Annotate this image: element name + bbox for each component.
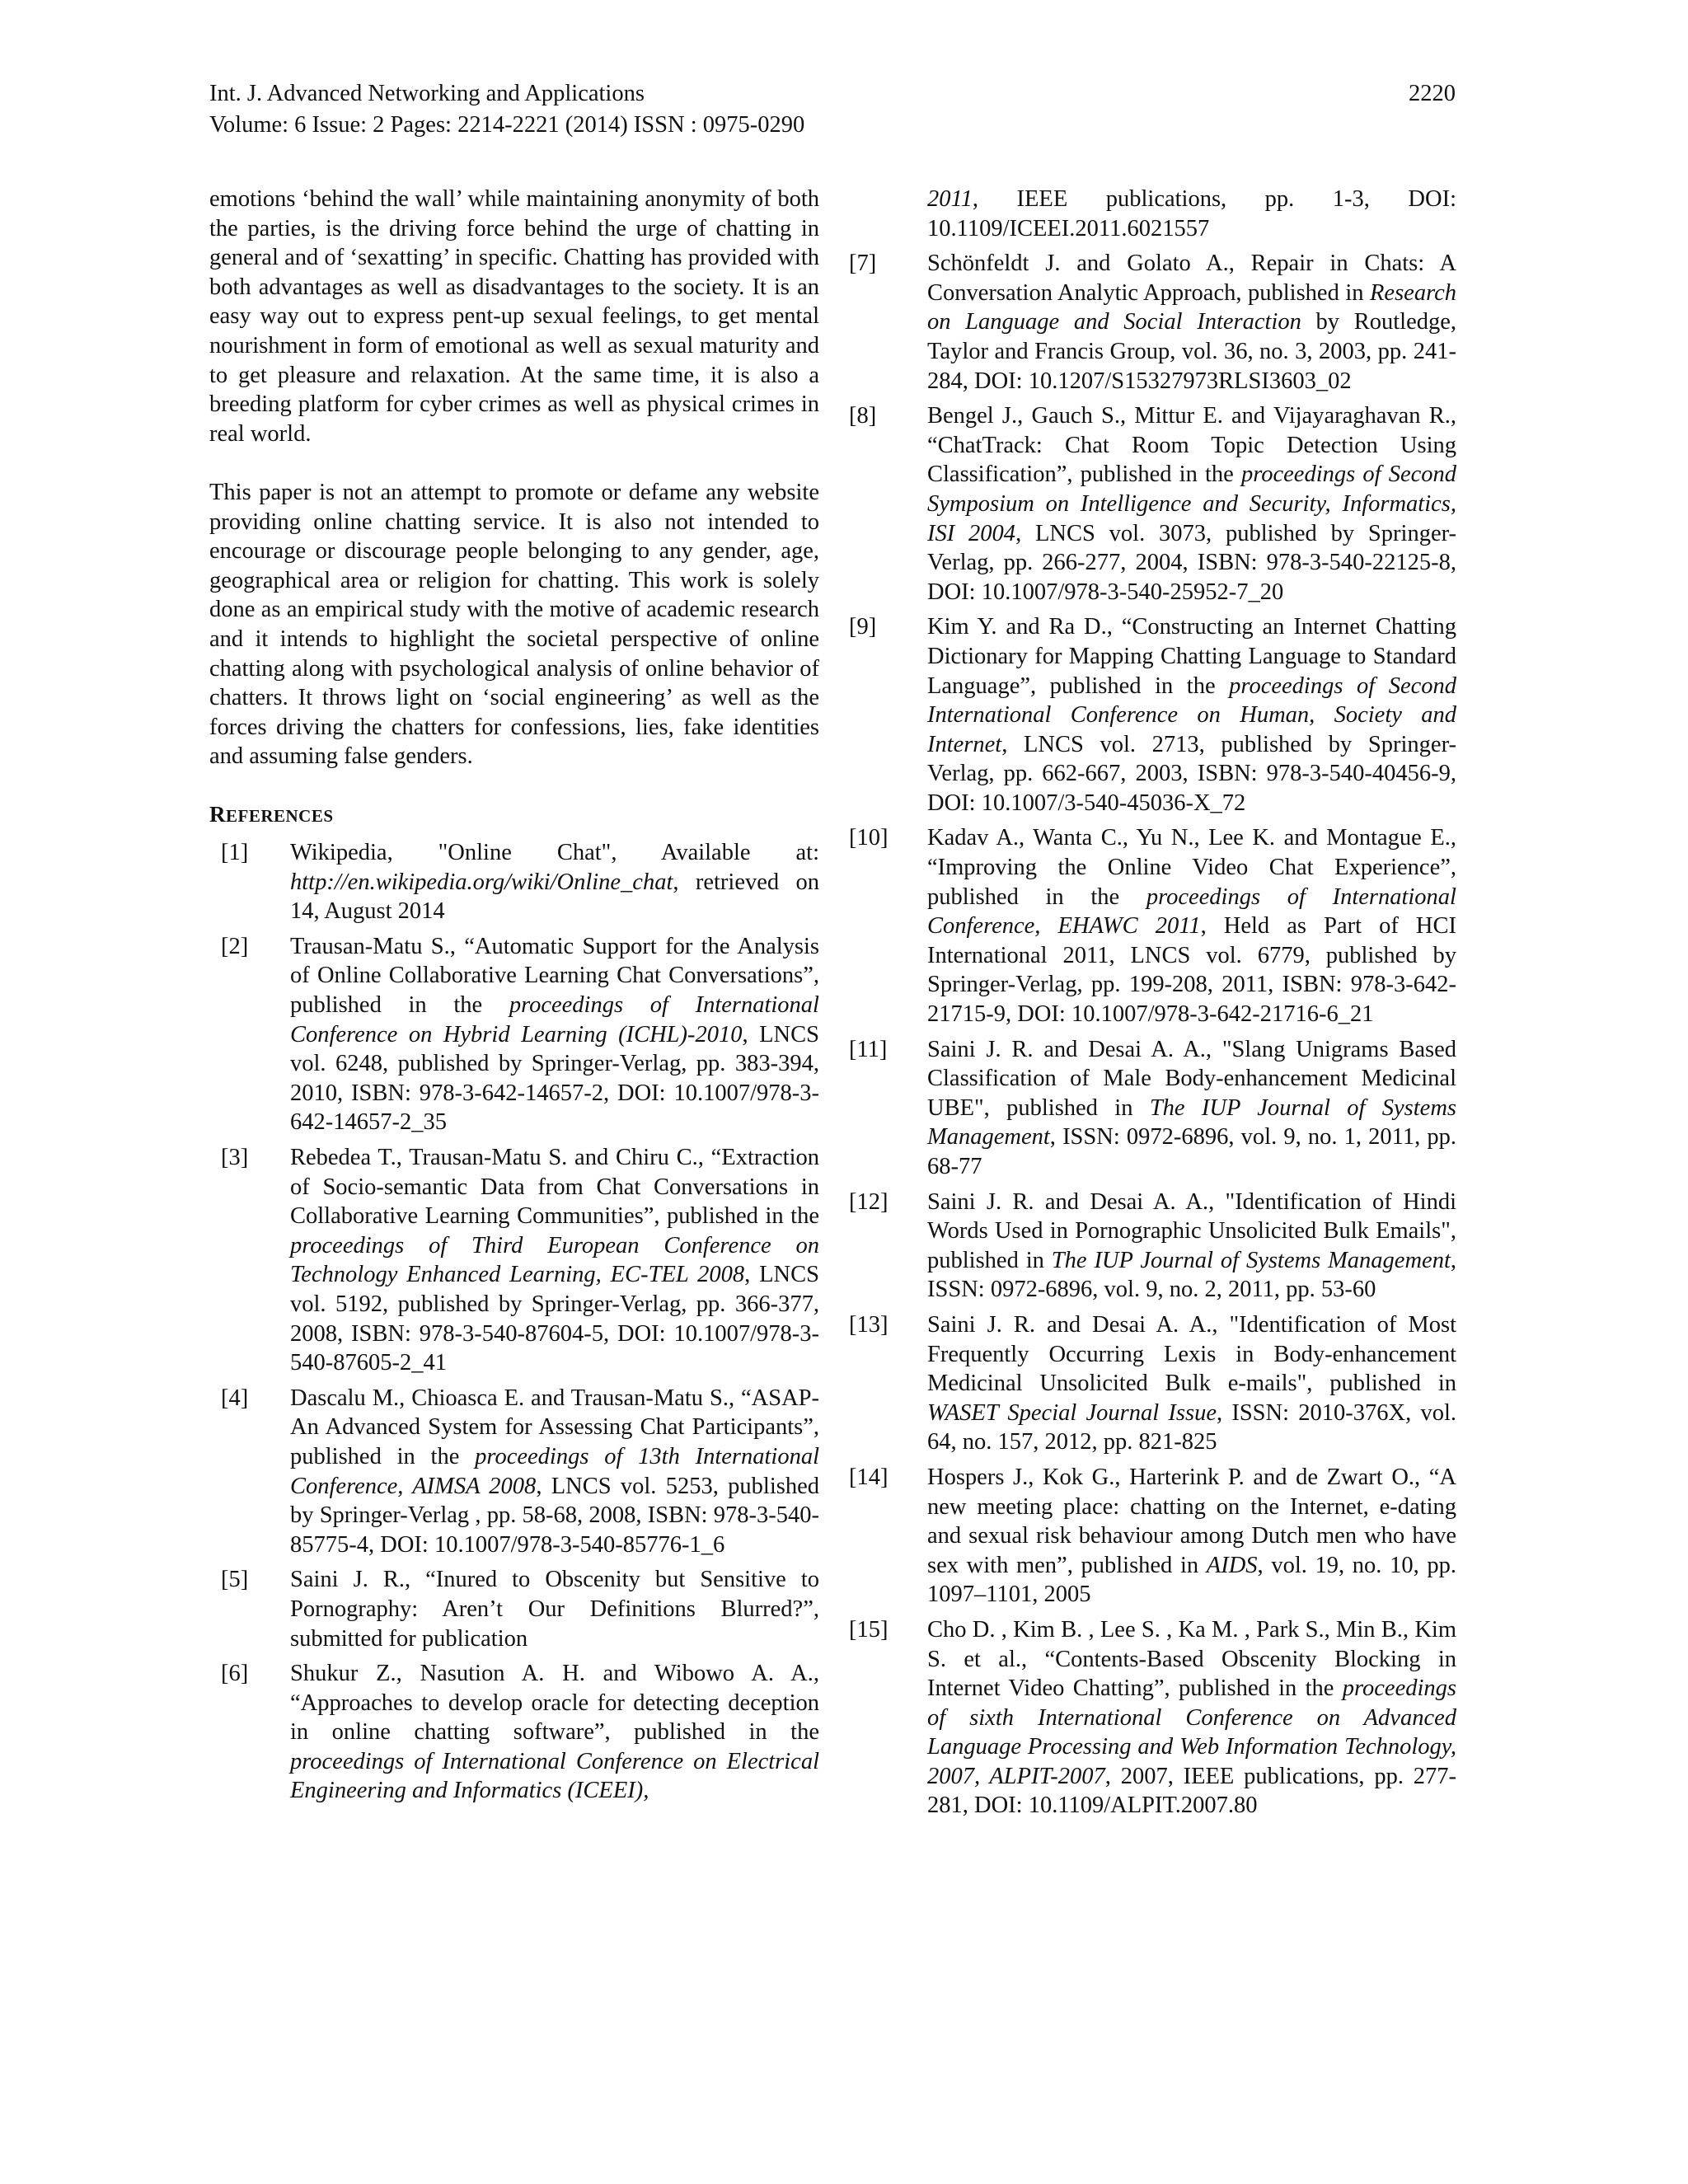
reference-item: [1] Wikipedia, "Online Chat", Available at: http://en.wikipedia.org/wiki/Online_chat, retrieved on 14, August 2014 — [221, 840, 819, 925]
reference-number: [14] — [849, 1464, 889, 1490]
reference-item: [5] Saini J. R., “Inured to Obscenity but Sensitive to Pornography: Aren’t Our Definitions Blurred?”, submitted for publication — [221, 1567, 819, 1652]
reference-item: [8] Bengel J., Gauch S., Mittur E. and Vijayaraghavan R., “ChatTrack: Chat Room Topic Detection Using Classification”, published in the proceedings of Second Symposium on Intelligence and Security, Informatics, ISI 2004, LNCS vol. 3073, published by Springer-Verlag, pp. 266-277, 2004, ISBN: 978-3-540-22125-8, DOI: 10.1007/978-3-540-25952-7_20 — [849, 403, 1457, 605]
reference-item: [9] Kim Y. and Ra D., “Constructing an Internet Chatting Dictionary for Mapping Chatting Language to Standard Language”, published in the proceedings of Second International Conference on Human, Society and Internet, LNCS vol. 2713, published by Springer-Verlag, pp. 662-667, 2003, ISBN: 978-3-540-40456-9, DOI: 10.1007/3-540-45036-X_72 — [849, 614, 1456, 816]
reference-item: [15] Cho D. , Kim B. , Lee S. , Ka M. , Park S., Min B., Kim S. et al., “Contents-Based Obscenity Blocking in Internet Video Chatting”, published in the proceedings of sixth International Conference on Advanced Language Processing and Web Information Technology, 2007, ALPIT-2007, 2007, IEEE publications, pp. 277-281, DOI: 10.1109/ALPIT.2007.80 — [849, 1616, 1457, 1819]
references-heading: REFERENCES — [209, 802, 334, 827]
reference-number: [11] — [849, 1036, 888, 1062]
reference-number: [2] — [221, 933, 249, 959]
reference-number: [5] — [221, 1567, 249, 1593]
reference-item: [3] Rebedea T., Trausan-Matu S. and Chiru C., “Extraction of Socio-semantic Data from Chat Conversations in Collaborative Learning Communities”, published in the proceedings of Third European Conference on Technology Enhanced Learning, EC-TEL 2008, LNCS vol. 5192, published by Springer-Verlag, pp. 366-377, 2008, ISBN: 978-3-540-87604-5, DOI: 10.1007/978-3-540-87605-2_41 — [221, 1145, 819, 1376]
body-paragraph: emotions ‘behind the wall’ while maintaining anonymity of both the parties, is the driving force behind the urge of chatting in general and of ‘sexatting’ in specific. Chatting has provided with both advantages as well as disadvantages to the society. It is an easy way out to express pent-up sexual feelings, to get mental nourishment in form of emotional as well as sexual maturity and to get pleasure and relaxation. At the same time, it is also a breeding platform for cyber crimes as well as physical crimes in real world. — [209, 186, 819, 447]
right-column — [849, 185, 1456, 1826]
reference-continuation: 2011, IEEE publications, pp. 1-3, DOI: 10.1109/ICEEI.2011.6021557 — [927, 186, 1456, 241]
reference-number: [4] — [221, 1385, 249, 1411]
references-list — [849, 249, 1456, 1821]
reference-item: [2] Trausan-Matu S., “Automatic Support for the Analysis of Online Collaborative Learning Chat Conversations”, published in the proceedings of International Conference on Hybrid Learning (ICHL)-2010, LNCS vol. 6248, published by Springer-Verlag, pp. 383-394, 2010, ISBN: 978-3-642-14657-2, DOI: 10.1007/978-3-642-14657-2_35 — [221, 933, 820, 1136]
reference-number: [15] — [849, 1616, 889, 1643]
volume-line: Volume: 6 Issue: 2 Pages: 2214-2221 (2014) ISSN : 0975-0290 — [209, 112, 805, 138]
page-header — [209, 79, 1456, 142]
reference-number: [10] — [849, 825, 889, 851]
reference-item: [14] Hospers J., Kok G., Harterink P. and de Zwart O., “A new meeting place: chatting on the Internet, e-dating and sexual risk behaviour among Dutch men who have sex with men”, published in AIDS, vol. 19, no. 10, pp. 1097–1101, 2005 — [849, 1464, 1456, 1608]
reference-item: [12] Saini J. R. and Desai A. A., "Identification of Hindi Words Used in Pornographic Unsolicited Bulk Emails", published in The IUP Journal of Systems Management, ISSN: 0972-6896, vol. 9, no. 2, 2011, pp. 53-60 — [849, 1188, 1456, 1303]
reference-item: [4] Dascalu M., Chioasca E. and Trausan-Matu S., “ASAP-An Advanced System for Assessing Chat Participants”, published in the proceedings of 13th International Conference, AIMSA 2008, LNCS vol. 5253, published by Springer-Verlag , pp. 58-68, 2008, ISBN: 978-3-540-85775-4, DOI: 10.1007/978-3-540-85776-1_6 — [221, 1385, 819, 1558]
left-column — [209, 185, 819, 1811]
reference-item: [7] Schönfeldt J. and Golato A., Repair in Chats: A Conversation Analytic Approach, published in Research on Language and Social Interaction by Routledge, Taylor and Francis Group, vol. 36, no. 3, 2003, pp. 241-284, DOI: 10.1207/S15327973RLSI3603_02 — [849, 251, 1456, 394]
reference-number: [12] — [849, 1188, 889, 1215]
page-number: 2220 — [1409, 81, 1456, 106]
body-paragraph: This paper is not an attempt to promote or defame any website providing online chatting service. It is also not intended to encourage or discourage people belonging to any gender, age, geographical area or religion for chatting. This work is solely done as an empirical study with the motive of academic research and it intends to highlight the societal perspective of online chatting along with psychological analysis of online behavior of chatters. It throws light on ‘social engineering’ as well as the forces driving the chatters for confessions, lies, fake identities and assuming false genders. — [209, 479, 819, 770]
reference-number: [8] — [849, 403, 877, 429]
reference-item: [6] Shukur Z., Nasution A. H. and Wibowo A. A., “Approaches to develop oracle for detecting deception in online chatting software”, published in the proceedings of International Conference on Electrical Engineering and Informatics (ICEEI), — [221, 1661, 819, 1804]
reference-item: [13] Saini J. R. and Desai A. A., "Identification of Most Frequently Occurring Lexis in Body-enhancement Medicinal Unsolicited Bulk e-mails", published in WASET Special Journal Issue, ISSN: 2010-376X, vol. 64, no. 157, 2012, pp. 821-825 — [849, 1311, 1456, 1455]
reference-item: [10] Kadav A., Wanta C., Yu N., Lee K. and Montague E., “Improving the Online Video Chat Experience”, published in the proceedings of International Conference, EHAWC 2011, Held as Part of HCI International 2011, LNCS vol. 6779, published by Springer-Verlag, pp. 199-208, 2011, ISBN: 978-3-642-21715-9, DOI: 10.1007/978-3-642-21716-6_21 — [849, 825, 1456, 1028]
reference-number: [6] — [221, 1661, 249, 1687]
reference-number: [13] — [849, 1311, 889, 1338]
references-list — [209, 838, 819, 1806]
reference-number: [1] — [221, 840, 249, 866]
reference-item: [11] Saini J. R. and Desai A. A., "Slang Unigrams Based Classification of Male Body-enhancement Medicinal UBE", published in The IUP Journal of Systems Management, ISSN: 0972-6896, vol. 9, no. 1, 2011, pp. 68-77 — [849, 1036, 1456, 1179]
journal-title: Int. J. Advanced Networking and Applications — [209, 81, 645, 106]
reference-number: [9] — [849, 614, 877, 640]
reference-number: [3] — [221, 1145, 249, 1170]
reference-number: [7] — [849, 251, 877, 277]
